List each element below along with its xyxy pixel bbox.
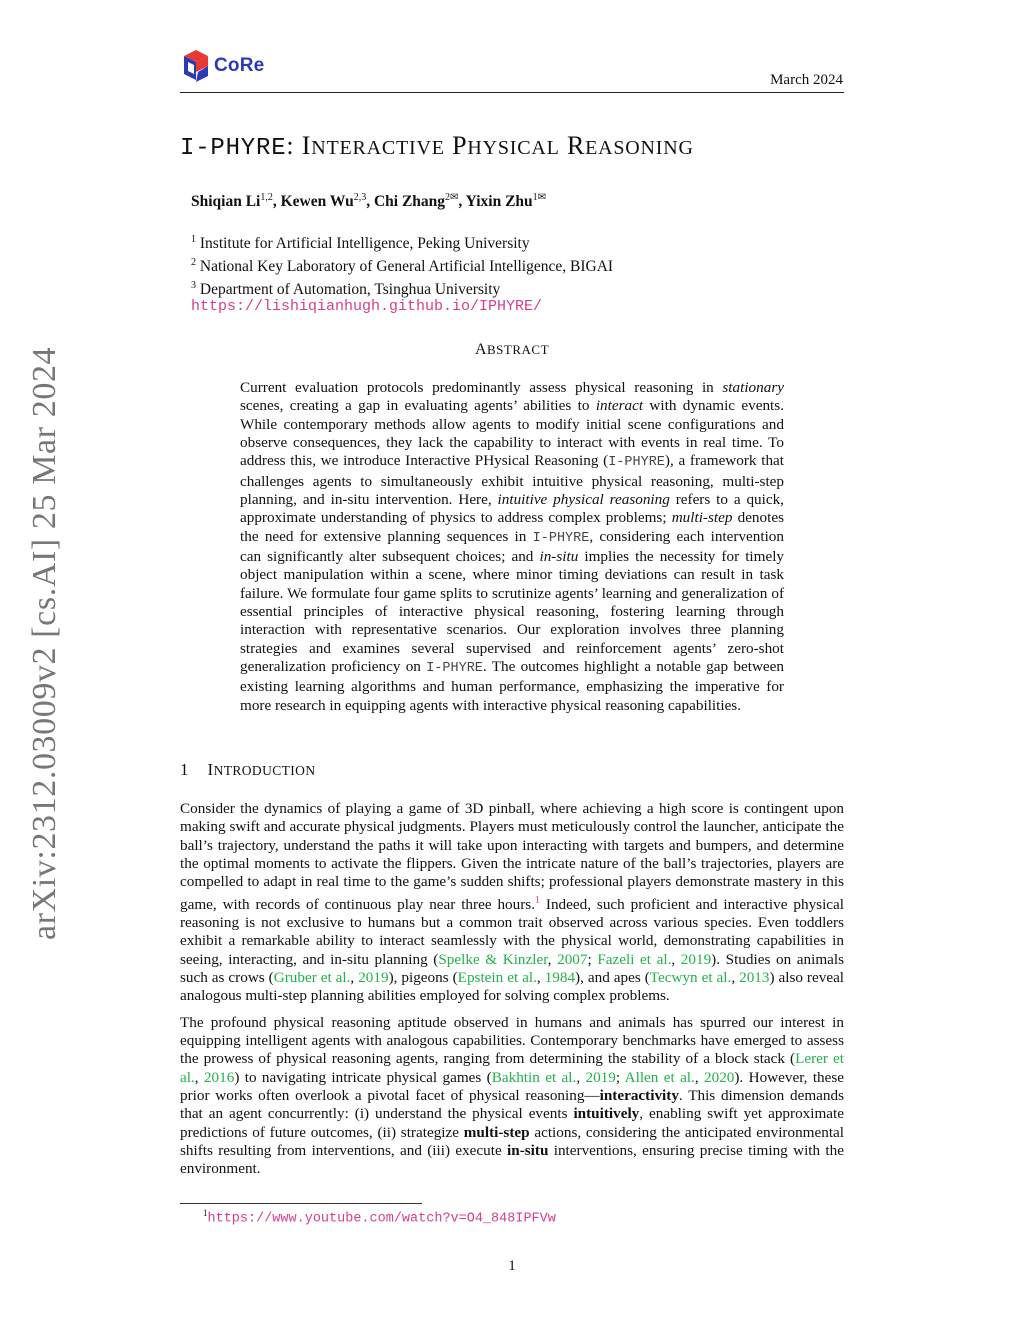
author-name: Yixin Zhu — [465, 193, 533, 211]
affiliations — [191, 230, 613, 299]
footnote-ref[interactable]: 1 — [535, 894, 541, 906]
citation-link[interactable]: Spelke & Kinzler — [438, 950, 548, 968]
introduction-body — [180, 800, 844, 1187]
section-heading-introduction: 1 INTRODUCTION — [180, 760, 316, 779]
citation-link[interactable]: Bakhtin et al. — [491, 1068, 577, 1086]
header-divider — [180, 92, 844, 93]
logo-text: CoRe — [214, 55, 265, 76]
abstract-heading: ABSTRACT — [474, 341, 550, 358]
citation-link[interactable]: Gruber et al. — [273, 969, 351, 987]
paragraph: The profound physical reasoning aptitude observed in humans and animals has spurred our interest in equipping intelligent agents with analogous capabilities. Contemporary benchmarks have emerged to assess the prowess of physical reasoning agents, ranging from determining the stability of a block stack (Lerer et al., 2016) to navigating intricate physical games (Bakhtin et al., 2019; Allen et al., 2020). However, these prior works often overlook a pivotal facet of physical reasoning—interactivity. This dimension demands that an agent concurrently: (i) understand the physical events intuitively, enabling swift yet approximate predictions of future outcomes, (ii) strategize multi-step actions, considering the anticipated environmental shifts resulting from interventions, and (iii) execute in-situ interventions, ensuring precise timing with the environment. — [180, 1013, 845, 1178]
header-date: March 2024 — [770, 72, 843, 88]
citation-year-link[interactable]: 1984 — [544, 969, 576, 987]
citation-link[interactable]: Fazeli et al. — [597, 950, 672, 968]
author-name: Chi Zhang — [373, 193, 446, 211]
affiliation-item: $^2$ National Key Laboratory of General Artificial Intelligence, BIGAI — [191, 257, 614, 276]
core-logo-icon — [180, 46, 212, 86]
paper-title: I-PHYRE: INTERACTIVE PHYSICAL REASONING — [180, 131, 694, 162]
core-logo — [180, 46, 264, 86]
citation-link[interactable]: Lerer et al. — [180, 1050, 844, 1086]
citation-year-link[interactable]: 2016 — [203, 1068, 235, 1086]
author-name: Shiqian Li — [191, 193, 261, 211]
affiliation-item: $^3$ Department of Automation, Tsinghua University — [191, 280, 501, 299]
citation-year-link[interactable]: 2019 — [680, 950, 712, 968]
footnote: $^1$https://www.youtube.com/watch?v=O4_848IPFVw — [203, 1208, 556, 1227]
title-colon: : — [286, 131, 295, 160]
citation-year-link[interactable]: 2007 — [557, 950, 588, 968]
footnote-url-link[interactable]: https://www.youtube.com/watch?v=O4_848IPFVw — [207, 1211, 556, 1227]
footnote-divider — [180, 1203, 422, 1204]
citation-year-link[interactable]: 2013 — [739, 969, 770, 987]
arxiv-stamp: arXiv:2312.03009v2 [cs.AI] 25 Mar 2024 — [26, 346, 63, 940]
citation-link[interactable]: Epstein et al. — [457, 969, 537, 987]
abstract-body: Current evaluation protocols predominantly assess physical reasoning in stationary scenes, creating a gap in evaluating agents’ abilities to interact with dynamic events. While contemporary methods allow agents to modify initial scene configurations and observe consequences, they lack the capability to interact with events in real time. To address this, we introduce Interactive PHysical Reasoning (I-PHYRE), a framework that challenges agents to simultaneously exhibit intuitive physical reasoning, multi-step planning, and in-situ intervention. Here, intuitive physical reasoning refers to a quick, approximate understanding of physics to address complex problems; multi-step denotes the need for extensive planning sequences in I-PHYRE, considering each intervention can significantly alter subsequent choices; and in-situ implies the necessity for timely object manipulation within a scene, where minor timing deviations can result in task failure. We formulate four game splits to scrutinize agents’ learning and generalization of essential principles of interactive physical reasoning, fostering learning through interaction with representative scenarios. Our exploration involves three planning strategies and examines several supervised and reinforcement agents’ zero-shot generalization proficiency on I-PHYRE. The outcomes highlight a notable gap between existing learning algorithms and human performance, emphasizing the imperative for more research in equipping agents with interactive physical reasoning capabilities. — [240, 379, 785, 714]
affiliation-item: $^1$ Institute for Artificial Intelligence, Peking University — [191, 234, 530, 253]
project-url-link[interactable]: https://lishiqianhugh.github.io/IPHYRE/ — [191, 298, 543, 315]
citation-link[interactable]: Tecwyn et al. — [649, 969, 732, 987]
author-name: Kewen Wu — [280, 193, 354, 211]
page-number: 1 — [508, 1258, 516, 1274]
author-list: Shiqian Li$^{1,2}$, Kewen Wu$^{2,3}$, Chi Zhang$^{2✉}$, Yixin Zhu$^{1✉}$ — [191, 192, 547, 211]
citation-year-link[interactable]: 2020 — [704, 1068, 735, 1086]
title-prefix: I-PHYRE — [180, 135, 287, 162]
citation-year-link[interactable]: 2019 — [585, 1068, 616, 1086]
citation-link[interactable]: Allen et al. — [624, 1068, 695, 1086]
paragraph: Consider the dynamics of playing a game of 3D pinball, where achieving a high score is contingent upon making swift and accurate physical judgments. Players must meticulously control the launcher, anticipate the ball’s trajectory, understand the paths it will take upon interacting with targets and bumpers, and determine the optimal moments to activate the flippers. Given the intricate nature of the ball’s trajectories, players are compelled to adapt in real time to the game’s sudden shifts; professional players demonstrate mastery in this game, with records of continuous play near three hours.$^1$ Indeed, such proficient and interactive physical reasoning is not exclusive to humans but a common trait observed across various species. Even toddlers exhibit a remarkable ability to interact seamlessly with the physical world, demonstrating capabilities in seeing, interacting, and in-situ planning (Spelke & Kinzler, 2007; Fazeli et al., 2019). Studies on animals such as crows (Gruber et al., 2019), pigeons (Epstein et al., 1984), and apes (Tecwyn et al., 2013) also reveal analogous multi-step planning abilities employed for solving complex problems. — [180, 800, 845, 1005]
citation-year-link[interactable]: 2019 — [358, 969, 389, 987]
